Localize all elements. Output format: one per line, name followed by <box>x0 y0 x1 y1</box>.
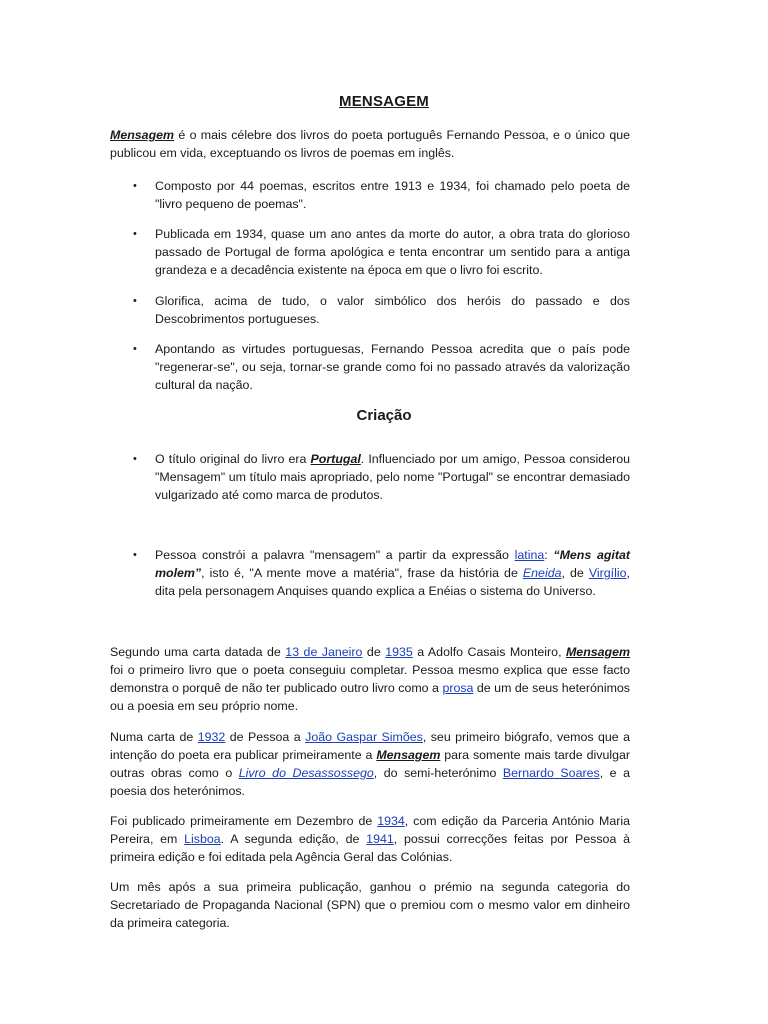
list-item: Publicada em 1934, quase um ano antes da morte do autor, a obra trata do glorioso passado de Portugal de forma apológica e tenta encontrar um sentido para a antiga grandeza e a decadência existente na época em que o livro foi escrito. <box>155 227 630 277</box>
text-span: Numa carta de <box>110 730 198 744</box>
paragraph: Um mês após a sua primeira publicação, ganhou o prémio na segunda categoria do Secretariado de Propaganda Nacional (SPN) que o premiou com o mesmo valor em dinheiro da primeira categoria. <box>110 880 630 930</box>
link-lisboa[interactable]: Lisboa <box>184 832 221 846</box>
list-item: Glorifica, acima de tudo, o valor simbólico dos heróis do passado e dos Descobrimentos portugueses. <box>155 294 630 326</box>
text-span: de <box>362 645 386 659</box>
text-span: , possui correcções feitas por Pessoa à primeira edição e foi editada pela Agência Geral das Colónias. <box>110 832 630 864</box>
text-span: , do semi-heterónimo <box>373 766 503 780</box>
text-span: : <box>544 548 554 562</box>
text-span: , com edição da Parceria António Maria Pereira, em <box>110 814 630 846</box>
mensagem-emphasis: Mensagem <box>565 645 631 659</box>
text-span: , seu primeiro biógrafo, vemos que a intenção do poeta era publicar primeiramente a <box>110 730 630 762</box>
text-span: para somente mais tarde divulgar outras obras como o <box>110 748 630 780</box>
link-date[interactable]: 13 de Janeiro <box>285 645 363 659</box>
mensagem-emphasis: Mensagem <box>376 748 441 762</box>
link-year-1934[interactable]: 1934 <box>377 814 405 828</box>
link-bernardo-soares[interactable]: Bernardo Soares <box>502 766 600 780</box>
link-year-1935[interactable]: 1935 <box>385 645 413 659</box>
list-item <box>155 546 630 600</box>
text-span: de um de seus heterónimos ou a poesia em seu próprio nome. <box>110 681 630 713</box>
text-span: , isto é, "A mente move a matéria", frase da história de <box>201 566 523 580</box>
link-eneida[interactable]: Eneida <box>522 566 562 580</box>
intro-paragraph <box>110 126 630 162</box>
portugal-emphasis: Portugal <box>310 452 361 466</box>
latin-quote: “Mens agitat molem” <box>155 548 630 580</box>
link-year-1941[interactable]: 1941 <box>366 832 394 846</box>
document-title: MENSAGEM <box>339 93 429 110</box>
text-span: Foi publicado primeiramente em Dezembro de <box>110 814 378 828</box>
link-joao-gaspar-simoes[interactable]: João Gaspar Simões <box>305 730 423 744</box>
link-latina[interactable]: latina <box>514 548 545 562</box>
paragraph <box>110 812 630 866</box>
paragraph <box>110 643 630 715</box>
bullet-icon: • <box>133 180 137 192</box>
bullet-icon: • <box>133 453 137 465</box>
list-item <box>155 450 630 504</box>
bullet-icon: • <box>133 295 137 307</box>
text-span: , de <box>561 566 589 580</box>
bullet-icon: • <box>133 549 137 561</box>
text-span: , dita pela personagem Anquises quando explica a Enéias o sistema do Universo. <box>155 566 630 598</box>
text-span: de Pessoa a <box>225 730 306 744</box>
text-span: . A segunda edição, de <box>220 832 367 846</box>
text-span: foi o primeiro livro que o poeta conseguiu completar. Pessoa mesmo explica que esse facto demonstra o porquê de não ter publicado outro livro como a <box>110 663 630 695</box>
list-item: Composto por 44 poemas, escritos entre 1913 e 1934, foi chamado pelo poeta de "livro pequeno de poemas". <box>155 179 630 211</box>
intro-text: é o mais célebre dos livros do poeta português Fernando Pessoa, e o único que publicou em vida, exceptuando os livros de poemas em inglês. <box>110 128 630 160</box>
link-prosa[interactable]: prosa <box>442 681 474 695</box>
text-span: , e a poesia dos heterónimos. <box>110 766 630 798</box>
paragraph <box>110 728 630 800</box>
bullet-icon: • <box>133 228 137 240</box>
link-year-1932[interactable]: 1932 <box>197 730 226 744</box>
section-heading-criacao: Criação <box>356 407 412 424</box>
link-virgilio[interactable]: Virgílio <box>588 566 627 580</box>
text-span: a Adolfo Casais Monteiro, <box>412 645 566 659</box>
list-item: Apontando as virtudes portuguesas, Fernando Pessoa acredita que o país pode "regenerar-se", ou seja, tornar-se grande como foi no passado através da valorização cultural da nação. <box>155 342 630 392</box>
link-livro-do-desassossego[interactable]: Livro do Desassossego <box>238 766 374 780</box>
text-span: Pessoa constrói a palavra "mensagem" a partir da expressão <box>155 548 515 562</box>
bullet-icon: • <box>133 343 137 355</box>
text-span: O título original do livro era <box>155 452 311 466</box>
mensagem-emphasis: Mensagem <box>110 128 175 142</box>
text-span: Segundo uma carta datada de <box>110 645 286 659</box>
text-span: . Influenciado por um amigo, Pessoa considerou "Mensagem" um título mais apropriado, pelo nome "Portugal" se encontrar demasiado vulgarizado até como marca de produtos. <box>155 452 630 502</box>
